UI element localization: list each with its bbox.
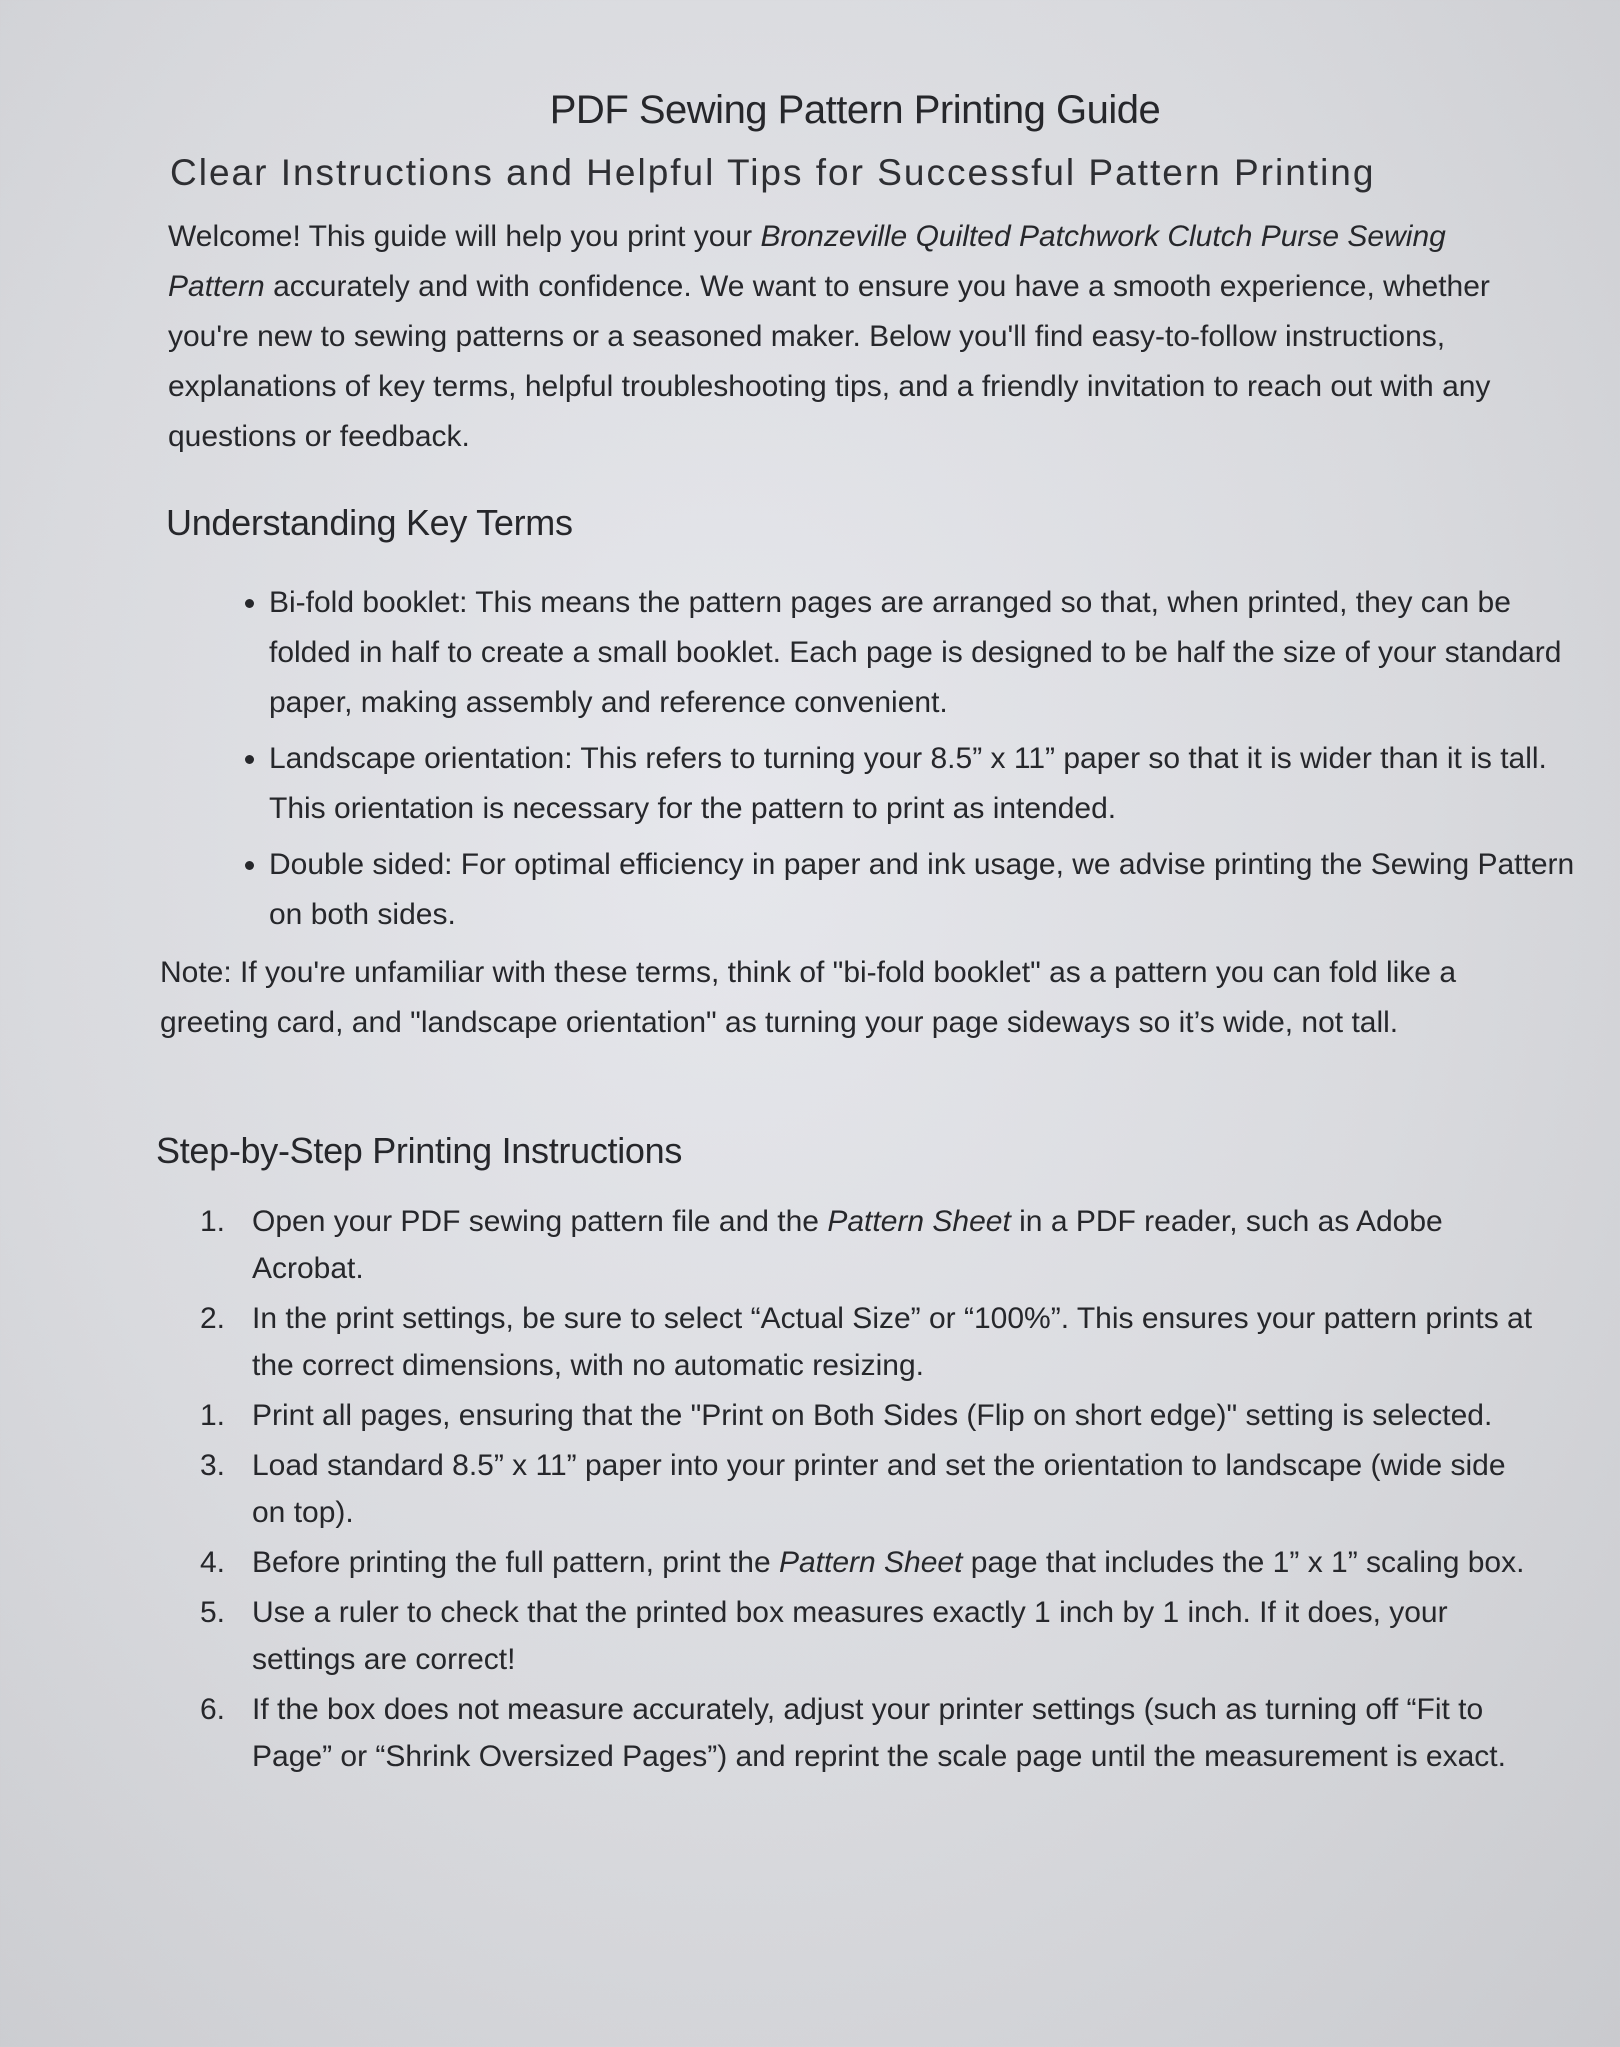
list-item: • Double sided: For optimal efficiency in paper and ink usage, we advise printing the Sewing Pattern on both sides. [269, 840, 1589, 940]
step-number: 1. [200, 1399, 226, 1432]
step-italic: Pattern Sheet [827, 1205, 1011, 1238]
step-text: If the box does not measure accurately, adjust your printer settings (such as turning off “Fit to Page” or “Shrink Oversized Pages”) and reprint the scale page until the measurement is exact. [252, 1693, 1506, 1773]
list-item [200, 1295, 1540, 1389]
step-number: 4. [200, 1546, 226, 1579]
list-item [200, 1198, 1540, 1292]
step-italic: Pattern Sheet [778, 1546, 963, 1579]
list-item: • Bi-fold booklet: This means the pattern pages are arranged so that, when printed, they can be folded in half to create a small booklet. Each page is designed to be half the size of your standard paper, making assembly and reference convenient. [269, 578, 1589, 728]
step-text: Before printing the full pattern, print the [252, 1546, 779, 1579]
step-number: 1. [200, 1205, 226, 1238]
list-item [200, 1589, 1540, 1683]
step-text-end: page that includes the 1” x 1” scaling box. [962, 1546, 1525, 1579]
step-number: 6. [200, 1693, 226, 1726]
list-item [200, 1539, 1540, 1586]
list-item [200, 1392, 1540, 1439]
step-text: Open your PDF sewing pattern file and the [252, 1205, 828, 1238]
step-text: In the print settings, be sure to select “Actual Size” or “100%”. This ensures your pattern prints at the correct dimensions, with no automatic resizing. [252, 1302, 1533, 1382]
list-item: • Landscape orientation: This refers to turning your 8.5” x 11” paper so that it is wider than it is tall. This orientation is necessary for the pattern to print as intended. [269, 734, 1589, 834]
intro-paragraph [168, 212, 1528, 462]
list-item [200, 1686, 1540, 1780]
intro-rest: accurately and with confidence. We want to ensure you have a smooth experience, whether you're new to sewing patterns or a seasoned maker. Below you'll find easy-to-follow instructions, explanations of key terms, helpful troubleshooting tips, and a friendly invitation to reach out with any questions or feedback. [168, 270, 1491, 453]
step-number: 2. [200, 1302, 226, 1335]
step-text-end: in a PDF reader, such as Adobe Acrobat. [252, 1205, 1443, 1285]
document-title: PDF Sewing Pattern Printing Guide [549, 88, 1161, 132]
key-terms-heading: Understanding Key Terms [166, 502, 573, 543]
intro-lead: Welcome! This guide will help you print your [168, 220, 761, 253]
list-item [200, 1442, 1540, 1536]
key-terms-list [224, 578, 1589, 946]
note-paragraph: Note: If you're unfamiliar with these terms, think of "bi-fold booklet" as a pattern you can fold like a greeting card, and "landscape orientation" as turning your page sideways so it’s wide, not tall. [160, 956, 1457, 1039]
steps-heading: Step-by-Step Printing Instructions [156, 1130, 683, 1171]
intro-pattern-name: Bronzeville Quilted Patchwork Clutch Purse Sewing Pattern [168, 220, 1446, 303]
document-subtitle: Clear Instructions and Helpful Tips for Successful Pattern Printing [170, 152, 1376, 193]
step-text: Print all pages, ensuring that the "Print on Both Sides (Flip on short edge)" setting is selected. [252, 1399, 1493, 1432]
steps-list [200, 1198, 1540, 1783]
step-text: Load standard 8.5” x 11” paper into your printer and set the orientation to landscape (wide side on top). [252, 1449, 1506, 1529]
step-number: 3. [200, 1449, 226, 1482]
step-text: Use a ruler to check that the printed box measures exactly 1 inch by 1 inch. If it does, your settings are correct! [252, 1596, 1448, 1676]
step-number: 5. [200, 1596, 226, 1629]
